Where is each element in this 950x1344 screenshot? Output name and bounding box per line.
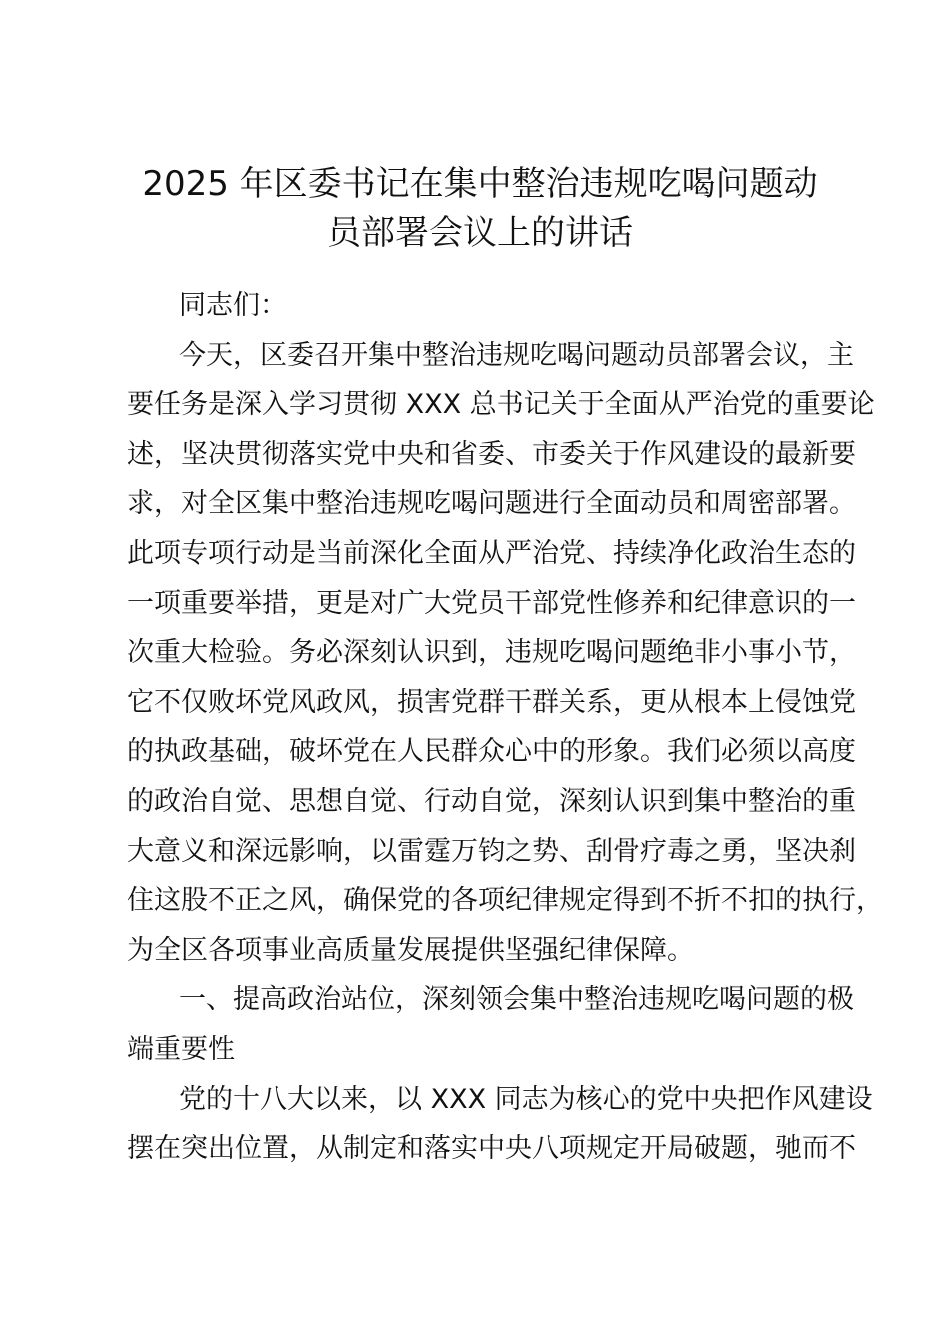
body-line: 的执政基础，破坏党在人民群众心中的形象。我们必须以高度 — [127, 736, 856, 768]
body-line: 的政治自觉、思想自觉、行动自觉，深刻认识到集中整治的重 — [127, 785, 856, 817]
body-line: 同志们： — [179, 290, 287, 321]
body-line: 它不仅败坏党风政风，损害党群干群关系，更从根本上侵蚀党 — [127, 686, 856, 718]
body-line: 党的十八大以来，以 XXX 同志为核心的党中央把作风建设 — [179, 1083, 873, 1115]
body-line: 大意义和深远影响，以雷霆万钧之势、刮骨疗毒之勇，坚决刹 — [127, 835, 856, 867]
body-line: 求，对全区集中整治违规吃喝问题进行全面动员和周密部署。 — [127, 488, 856, 520]
title-line: 2025 年区委书记在集中整治违规吃喝问题动 — [142, 164, 818, 204]
body-line: 此项专项行动是当前深化全面从严治党、持续净化政治生态的 — [127, 537, 856, 569]
body-line: 端重要性 — [127, 1033, 235, 1065]
body-line: 次重大检验。务必深刻认识到，违规吃喝问题绝非小事小节， — [127, 637, 856, 669]
body-line: 要任务是深入学习贯彻 XXX 总书记关于全面从严治党的重要论 — [127, 389, 875, 421]
body-line: 住这股不正之风，确保党的各项纪律规定得到不折不扣的执行， — [127, 885, 883, 917]
body-line: 一项重要举措，更是对广大党员干部党性修养和纪律意识的一 — [127, 587, 856, 619]
body-line: 为全区各项事业高质量发展提供坚强纪律保障。 — [127, 934, 694, 966]
document-title — [110, 160, 850, 258]
title-line: 员部署会议上的讲话 — [327, 213, 633, 253]
body-line: 今天，区委召开集中整治违规吃喝问题动员部署会议，主 — [179, 339, 854, 371]
body-line: 述，坚决贯彻落实党中央和省委、市委关于作风建设的最新要 — [127, 438, 856, 470]
body-line: 摆在突出位置，从制定和落实中央八项规定开局破题，驰而不 — [127, 1133, 856, 1165]
document-body — [127, 281, 883, 1174]
body-line: 一、提高政治站位，深刻领会集中整治违规吃喝问题的极 — [179, 984, 854, 1016]
